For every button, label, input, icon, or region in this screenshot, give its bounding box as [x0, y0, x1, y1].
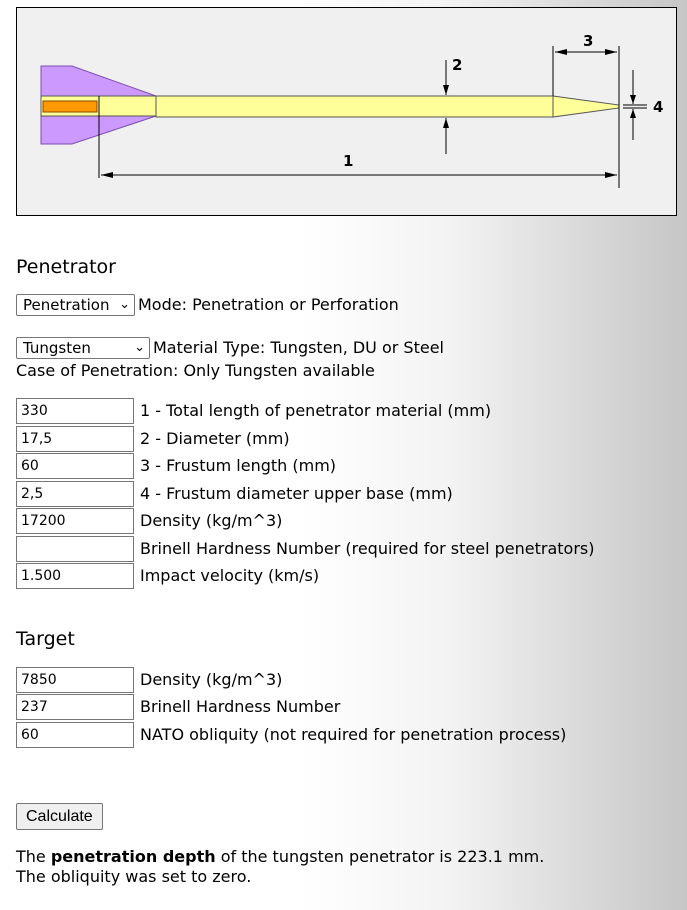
dimension-3-arrow-left — [555, 49, 567, 55]
dimension-2-label: 2 — [452, 56, 463, 74]
penetrator-density-input[interactable] — [16, 508, 134, 534]
result-prefix: The — [16, 847, 51, 866]
impact-velocity-input[interactable] — [16, 563, 134, 589]
chevron-down-icon: ⌄ — [134, 340, 145, 355]
dimension-1-label: 1 — [343, 152, 354, 170]
penetrator-diagram — [16, 7, 677, 216]
dimension-2-arrow-top — [443, 85, 449, 95]
result-suffix: of the tungsten penetrator is 223.1 mm. — [215, 847, 545, 866]
target-heading: Target — [16, 628, 75, 650]
penetrator-diameter-label: 2 - Diameter (mm) — [140, 429, 290, 448]
impact-velocity-field — [16, 563, 687, 589]
dimension-4-arrow-bottom — [630, 109, 636, 118]
rod-frustum — [553, 96, 619, 117]
penetrator-diameter-field — [16, 426, 687, 452]
penetrator-drawing — [17, 8, 676, 215]
penetrator-hardness-input[interactable] — [16, 536, 134, 562]
dimension-3-arrow-right — [605, 49, 617, 55]
frustum-length-field — [16, 453, 687, 479]
dimension-2-arrow-bottom — [443, 118, 449, 128]
nato-obliquity-label: NATO obliquity (not required for penetration process) — [140, 725, 567, 744]
material-select[interactable] — [16, 337, 150, 359]
penetrator-length-input[interactable] — [16, 398, 134, 424]
target-density-label: Density (kg/m^3) — [140, 670, 283, 689]
penetrator-hardness-field — [16, 536, 687, 562]
fin-upper — [41, 66, 156, 96]
result-emphasis: penetration depth — [50, 847, 216, 866]
penetrator-length-label: 1 - Total length of penetrator material (mm) — [140, 401, 492, 420]
penetrator-length-field — [16, 398, 687, 424]
mode-row — [16, 294, 399, 316]
material-select-value: Tungsten — [23, 339, 91, 357]
mode-select-value: Penetration — [23, 296, 110, 314]
target-hardness-input[interactable] — [16, 694, 134, 720]
material-label: Material Type: Tungsten, DU or Steel — [153, 338, 444, 357]
nato-obliquity-input[interactable] — [16, 722, 134, 748]
target-density-field — [16, 667, 687, 693]
dimension-1-arrow-left — [101, 172, 113, 178]
penetrator-density-field — [16, 508, 687, 534]
calculate-button[interactable]: Calculate — [16, 803, 103, 830]
dimension-4-label: 4 — [653, 98, 664, 116]
nato-obliquity-field — [16, 722, 687, 748]
rod-main — [156, 96, 553, 117]
material-row — [16, 337, 444, 359]
dimension-3-label: 3 — [583, 32, 594, 50]
result-line-1 — [16, 847, 544, 867]
impact-velocity-label: Impact velocity (km/s) — [140, 566, 320, 585]
chevron-down-icon: ⌄ — [119, 297, 130, 312]
dimension-4-arrow-top — [630, 95, 636, 104]
mode-select[interactable] — [16, 294, 135, 316]
frustum-diameter-label: 4 - Frustum diameter upper base (mm) — [140, 484, 453, 503]
result-text — [16, 847, 544, 887]
dimension-1-arrow-right — [605, 172, 617, 178]
penetrator-diameter-input[interactable] — [16, 426, 134, 452]
frustum-length-label: 3 - Frustum length (mm) — [140, 456, 337, 475]
frustum-length-input[interactable] — [16, 453, 134, 479]
mode-label: Mode: Penetration or Perforation — [138, 295, 399, 314]
core-insert — [43, 101, 97, 112]
material-note: Case of Penetration: Only Tungsten available — [16, 361, 375, 380]
target-hardness-label: Brinell Hardness Number — [140, 697, 341, 716]
frustum-diameter-input[interactable] — [16, 481, 134, 507]
penetrator-heading: Penetrator — [16, 256, 116, 278]
penetrator-density-label: Density (kg/m^3) — [140, 511, 283, 530]
target-hardness-field — [16, 694, 687, 720]
result-line-2: The obliquity was set to zero. — [16, 867, 252, 886]
penetrator-hardness-label: Brinell Hardness Number (required for steel penetrators) — [140, 539, 595, 558]
target-density-input[interactable] — [16, 667, 134, 693]
frustum-diameter-field — [16, 481, 687, 507]
